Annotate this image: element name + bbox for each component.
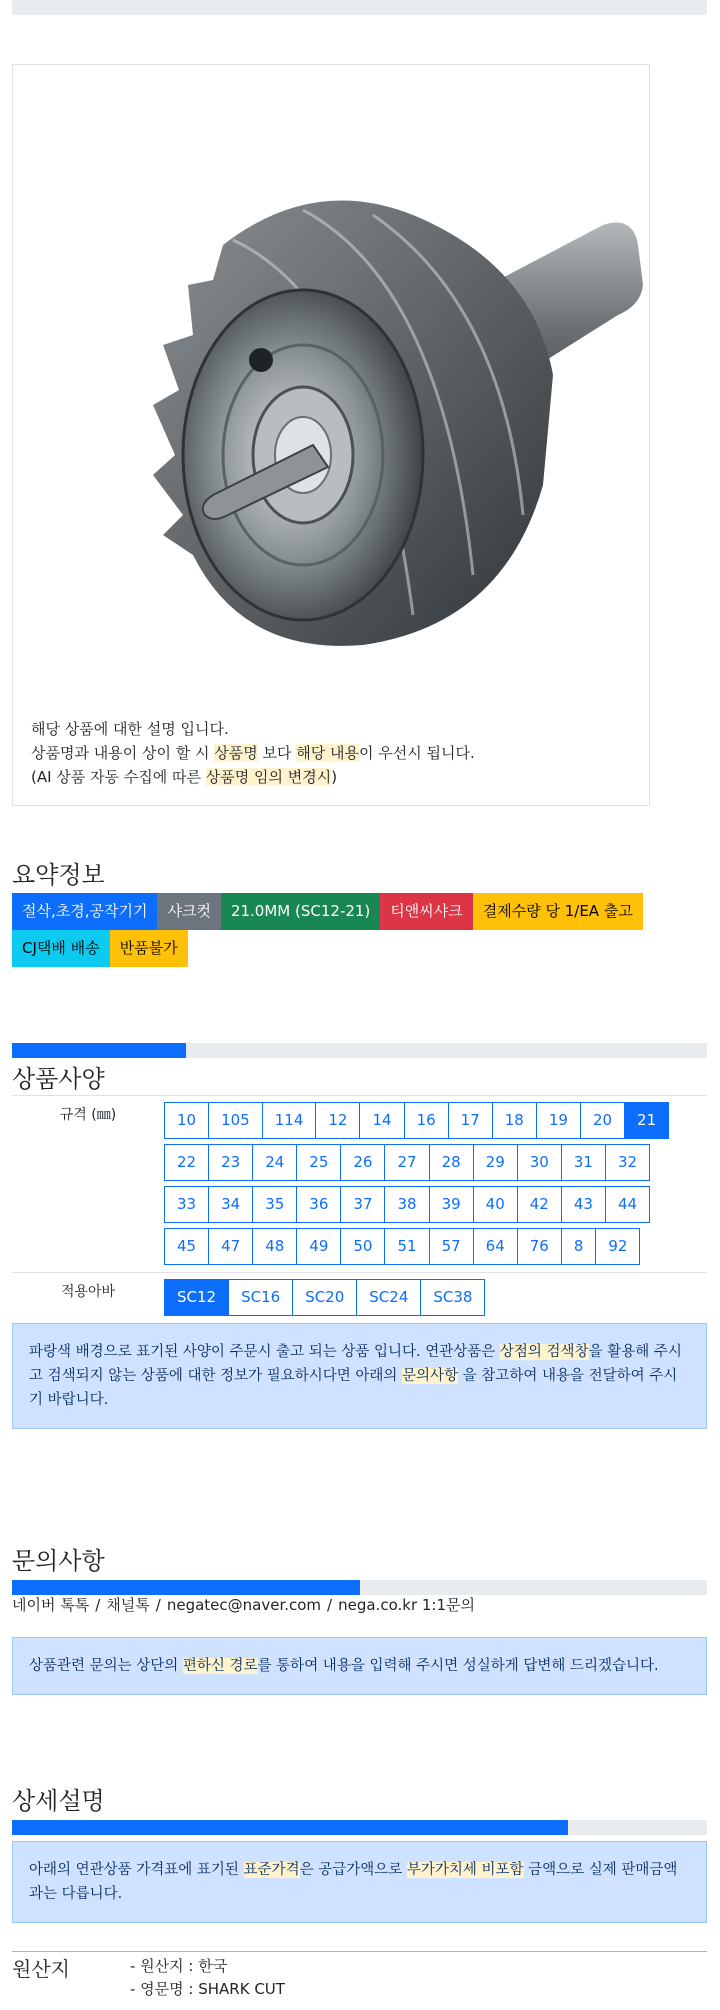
spec-option-button[interactable]: SC16 [228, 1279, 293, 1316]
text-segment: 을 활용해 주시고 검색되지 않는 상품에 대한 정보가 필요하시다면 아래의 [29, 1344, 682, 1384]
spec-option-button[interactable]: SC24 [356, 1279, 421, 1316]
text-segment: 은 공급가액으로 [299, 1862, 407, 1878]
highlight-text: 문의사항 [402, 1368, 459, 1384]
summary-badge: 반품불가 [110, 930, 188, 967]
description-line [31, 765, 475, 789]
contact-separator: / [95, 1596, 101, 1614]
contact-link[interactable]: 채널톡 [106, 1596, 150, 1614]
inquiry-title: 문의사항 [12, 1547, 105, 1575]
spec-option-button[interactable]: 39 [429, 1186, 474, 1223]
spec-option-button[interactable]: 14 [359, 1102, 404, 1139]
highlight-text: 상품명 [214, 744, 258, 762]
origin-item: - 원산지 : 한국 [130, 1957, 228, 1975]
text-segment: 해당 상품에 대한 설명 입니다. [31, 720, 229, 738]
contact-links [12, 1594, 481, 1615]
spec-option-button[interactable]: 20 [580, 1102, 625, 1139]
summary-badge: 21.0MM (SC12-21) [221, 893, 380, 930]
spec-row [12, 1273, 707, 1324]
spec-option-button[interactable]: SC12 [164, 1279, 229, 1316]
summary-badges [12, 893, 712, 967]
highlight-text: 상점의 검색창 [499, 1344, 589, 1360]
text-segment: ) [331, 768, 338, 786]
spec-option-button[interactable]: 23 [208, 1144, 253, 1181]
detail-notice [12, 1841, 707, 1923]
spec-option-button[interactable]: SC38 [420, 1279, 485, 1316]
spec-option-button[interactable]: 8 [561, 1228, 597, 1265]
description-line [31, 717, 475, 741]
product-description [31, 717, 475, 789]
description-line [31, 741, 475, 765]
spec-row [12, 1096, 707, 1273]
summary-badge: 결제수량 당 1/EA 출고 [473, 893, 643, 930]
detail-progress-bar [12, 1820, 707, 1835]
spec-option-button[interactable]: 30 [517, 1144, 562, 1181]
spec-option-button[interactable]: 47 [208, 1228, 253, 1265]
detail-title: 상세설명 [12, 1787, 105, 1815]
spec-option-button[interactable]: 40 [473, 1186, 518, 1223]
spec-option-button[interactable]: 32 [605, 1144, 650, 1181]
spec-option-button[interactable]: 22 [164, 1144, 209, 1181]
spec-option-button[interactable]: 92 [595, 1228, 640, 1265]
spec-option-button[interactable]: 43 [561, 1186, 606, 1223]
spec-option-button[interactable]: 64 [473, 1228, 518, 1265]
spec-option-button[interactable]: 37 [340, 1186, 385, 1223]
contact-link[interactable]: negatec@naver.com [166, 1596, 322, 1614]
spec-option-button[interactable]: 10 [164, 1102, 209, 1139]
inquiry-progress-bar [12, 1580, 707, 1595]
spec-option-button[interactable]: 26 [340, 1144, 385, 1181]
option-line [164, 1100, 707, 1142]
spec-options [164, 1273, 707, 1324]
spec-option-button[interactable]: 38 [384, 1186, 429, 1223]
spec-option-button[interactable]: 28 [429, 1144, 474, 1181]
spec-option-button[interactable]: 33 [164, 1186, 209, 1223]
product-image-card [12, 64, 650, 806]
spec-row-label: 규격 (㎜) [59, 1107, 117, 1123]
highlight-text: 편하신 경로 [182, 1658, 258, 1674]
top-divider-bar [12, 0, 707, 15]
spec-option-button[interactable]: 48 [252, 1228, 297, 1265]
option-line [164, 1277, 707, 1319]
spec-progress-bar [12, 1043, 707, 1058]
summary-badge: 샤크컷 [157, 893, 220, 930]
summary-title: 요약정보 [12, 861, 105, 889]
text-segment: 이 우선시 됩니다. [358, 744, 475, 762]
spec-option-button[interactable]: 42 [517, 1186, 562, 1223]
spec-title: 상품사양 [12, 1065, 105, 1093]
option-line [164, 1184, 707, 1226]
origin-list [130, 1955, 285, 2001]
text-segment: 를 통하여 내용을 입력해 주시면 성실하게 답변해 드리겠습니다. [257, 1658, 659, 1674]
origin-divider [12, 1951, 707, 1952]
inquiry-notice [12, 1637, 707, 1695]
highlight-text: 상품명 임의 변경시 [205, 768, 332, 786]
text-segment: 파랑색 배경으로 표기된 사양이 주문시 출고 되는 상품 입니다. 연관상품은 [29, 1344, 500, 1360]
option-line [164, 1226, 707, 1268]
contact-link[interactable]: 네이버 톡톡 [12, 1596, 90, 1614]
spec-option-button[interactable]: 18 [492, 1102, 537, 1139]
text-segment: 을 참고하여 내용을 전달하여 주시기 바랍니다. [29, 1368, 678, 1408]
spec-option-button[interactable]: 31 [561, 1144, 606, 1181]
spec-option-button[interactable]: 76 [517, 1228, 562, 1265]
spec-option-button[interactable]: 34 [208, 1186, 253, 1223]
spec-option-button[interactable]: 25 [296, 1144, 341, 1181]
spec-option-button[interactable]: 105 [208, 1102, 263, 1139]
spec-notice [12, 1323, 707, 1429]
text-segment: 금액으로 실제 판매금액과는 다릅니다. [29, 1862, 678, 1902]
spec-row-label: 적용아바 [60, 1284, 116, 1300]
spec-option-button[interactable]: 49 [296, 1228, 341, 1265]
spec-option-button[interactable]: 16 [404, 1102, 449, 1139]
option-line [164, 1142, 707, 1184]
spec-option-button[interactable]: 50 [340, 1228, 385, 1265]
spec-option-button[interactable]: 45 [164, 1228, 209, 1265]
spec-option-button[interactable]: 19 [536, 1102, 581, 1139]
highlight-text: 부가가치세 비포함 [406, 1862, 524, 1878]
highlight-text: 표준가격 [243, 1862, 300, 1878]
text-segment: 상품관련 문의는 상단의 [29, 1658, 183, 1674]
text-segment: 아래의 연관상품 가격표에 표기된 [29, 1862, 244, 1878]
spec-option-button[interactable]: 12 [315, 1102, 360, 1139]
text-segment: (AI 상품 자동 수집에 따른 [31, 768, 206, 786]
highlight-text: 해당 내용 [296, 744, 359, 762]
summary-badge: 티앤씨샤크 [380, 893, 472, 930]
spec-option-button[interactable]: 57 [429, 1228, 474, 1265]
spec-option-button[interactable]: 51 [384, 1228, 429, 1265]
spec-option-button[interactable]: 35 [252, 1186, 297, 1223]
text-segment: 보다 [257, 744, 297, 762]
summary-badge: 절삭,초경,공작기기 [12, 893, 157, 930]
origin-title: 원산지 [12, 1957, 70, 1981]
spec-option-button[interactable]: 29 [473, 1144, 518, 1181]
spec-option-button[interactable]: 44 [605, 1186, 650, 1223]
spec-option-button[interactable]: 27 [384, 1144, 429, 1181]
spec-option-button[interactable]: 21 [624, 1102, 669, 1139]
origin-item: - 영문명 : SHARK CUT [130, 1980, 285, 1998]
text-segment: 상품명과 내용이 상이 할 시 [31, 744, 215, 762]
summary-badge: CJ택배 배송 [12, 930, 110, 967]
spec-option-button[interactable]: 36 [296, 1186, 341, 1223]
spec-option-button[interactable]: SC20 [292, 1279, 357, 1316]
product-image [113, 155, 653, 705]
spec-table [12, 1095, 707, 1323]
spec-option-button[interactable]: 17 [448, 1102, 493, 1139]
spec-options [164, 1096, 707, 1273]
contact-separator: / [155, 1596, 161, 1614]
contact-separator: / [327, 1596, 333, 1614]
spec-option-button[interactable]: 24 [252, 1144, 297, 1181]
spec-option-button[interactable]: 114 [262, 1102, 317, 1139]
contact-link[interactable]: nega.co.kr 1:1문의 [338, 1596, 475, 1614]
